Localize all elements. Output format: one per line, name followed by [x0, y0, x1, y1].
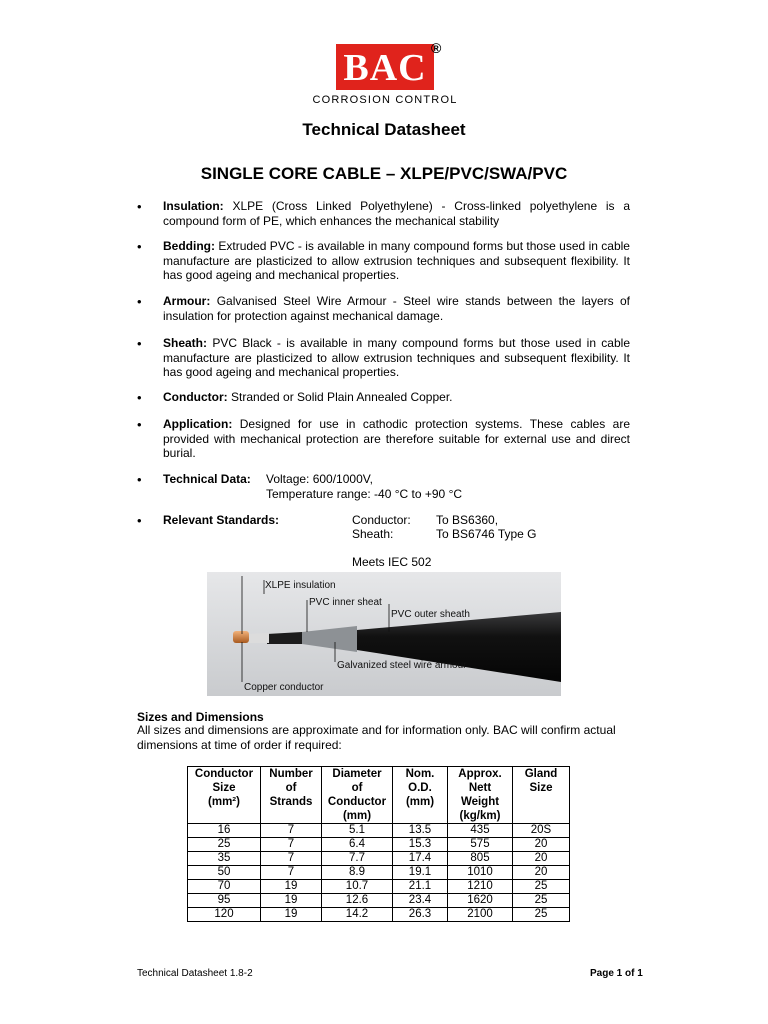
table-row: 120 19 14.2 26.3 2100 25	[188, 908, 570, 922]
item-label: Insulation:	[163, 199, 224, 213]
document-title: Technical Datasheet	[302, 120, 466, 139]
product-title: SINGLE CORE CABLE – XLPE/PVC/SWA/PVC	[200, 164, 568, 183]
bullet: •	[137, 513, 142, 528]
voltage-text: Voltage: 600/1000V,	[266, 472, 373, 486]
item-label: Sheath:	[163, 336, 208, 350]
copper-conductor-label: Copper conductor	[244, 682, 324, 693]
item-label: Bedding:	[163, 239, 215, 253]
table-row: 16 7 5.1 13.5 435 20S	[188, 824, 570, 838]
header-approx-weight: Approx. Nett Weight (kg/km)	[448, 767, 513, 824]
item-label: Armour:	[163, 294, 211, 308]
bullet: •	[137, 472, 142, 487]
header-nom-od: Nom. O.D. (mm)	[393, 767, 448, 824]
bullet: •	[137, 294, 142, 309]
item-text: PVC Black - is available in many compound forms but those used in cable manufacture are plasticized to allow extrusion techniques and subsequent flexibility. It has good ageing and mechanical properties.	[163, 336, 630, 379]
cable-illustration	[207, 572, 561, 696]
sizes-title: Sizes and Dimensions	[137, 710, 264, 724]
standard-sheath-label: Sheath:	[352, 527, 394, 541]
standard-conductor-label: Conductor:	[352, 513, 411, 527]
temperature-text: Temperature range: -40 °C to +90 °C	[266, 487, 463, 501]
item-label: Application:	[163, 417, 233, 431]
registered-mark: ®	[431, 40, 442, 56]
xlpe-insulation-label: XLPE insulation	[265, 580, 336, 591]
logo-subtitle: CORROSION CONTROL	[312, 94, 458, 106]
bullet: •	[137, 199, 142, 214]
item-text: Designed for use in cathodic protection systems. These cables are provided with mechanical protection are therefore suitable for external use and direct burial.	[163, 417, 630, 460]
cable-diagram	[207, 572, 561, 696]
galvanized-armour-label: Galvanized steel wire armour	[337, 660, 467, 671]
table-row: 70 19 10.7 21.1 1210 25	[188, 880, 570, 894]
header-gland-size: Gland Size	[513, 767, 570, 824]
sheath-item	[163, 336, 630, 380]
bullet: •	[137, 239, 142, 254]
item-text: Stranded or Solid Plain Annealed Copper.	[231, 390, 453, 404]
header-conductor-size: Conductor Size (mm²)	[188, 767, 261, 824]
item-text: XLPE (Cross Linked Polyethylene) - Cross-linked polyethylene is a compound form of PE, which enhances the mechanical stability	[163, 199, 630, 228]
table-row: 95 19 12.6 23.4 1620 25	[188, 894, 570, 908]
header-diameter-of-conductor: Diameter of Conductor (mm)	[322, 767, 393, 824]
pvc-outer-sheath-label: PVC outer sheath	[391, 609, 470, 620]
item-text: Galvanised Steel Wire Armour - Steel wire stands between the layers of insulation for protection against mechanical damage.	[163, 294, 630, 323]
dimensions-table	[187, 766, 570, 922]
bullet: •	[137, 390, 142, 405]
iec-text: Meets IEC 502	[352, 555, 432, 569]
table-row: 50 7 8.9 19.1 1010 20	[188, 866, 570, 880]
header-number-of-strands: Number of Strands	[261, 767, 322, 824]
table-row: 35 7 7.7 17.4 805 20	[188, 852, 570, 866]
item-text: Extruded PVC - is available in many compound forms but those used in cable manufacture are plasticized to allow extrusion techniques and subsequent flexibility. It has good ageing and mechanical properties.	[163, 239, 630, 282]
table-header-row	[188, 767, 570, 824]
armour-item	[163, 294, 630, 323]
sizes-description: All sizes and dimensions are approximate and for information only. BAC will confirm actual dimensions at time of order if required:	[137, 723, 616, 752]
item-label: Conductor:	[163, 390, 228, 404]
application-item	[163, 417, 630, 461]
bullet: •	[137, 336, 142, 351]
standard-sheath-value: To BS6746 Type G	[436, 527, 537, 541]
bullet: •	[137, 417, 142, 432]
pvc-inner-sheath-label: PVC inner sheat	[309, 597, 382, 608]
table-row: 25 7 6.4 15.3 575 20	[188, 838, 570, 852]
standard-conductor-value: To BS6360,	[436, 513, 499, 527]
bedding-item	[163, 239, 630, 283]
footer-page-number: Page 1 of 1	[590, 968, 643, 979]
standards-label: Relevant Standards:	[163, 513, 280, 527]
logo-text: BAC	[343, 47, 427, 89]
insulation-item	[163, 199, 630, 228]
technical-data-label: Technical Data:	[163, 472, 251, 486]
conductor-item	[163, 390, 630, 405]
footer-doc-id: Technical Datasheet 1.8-2	[137, 968, 253, 979]
bac-logo	[336, 44, 434, 90]
